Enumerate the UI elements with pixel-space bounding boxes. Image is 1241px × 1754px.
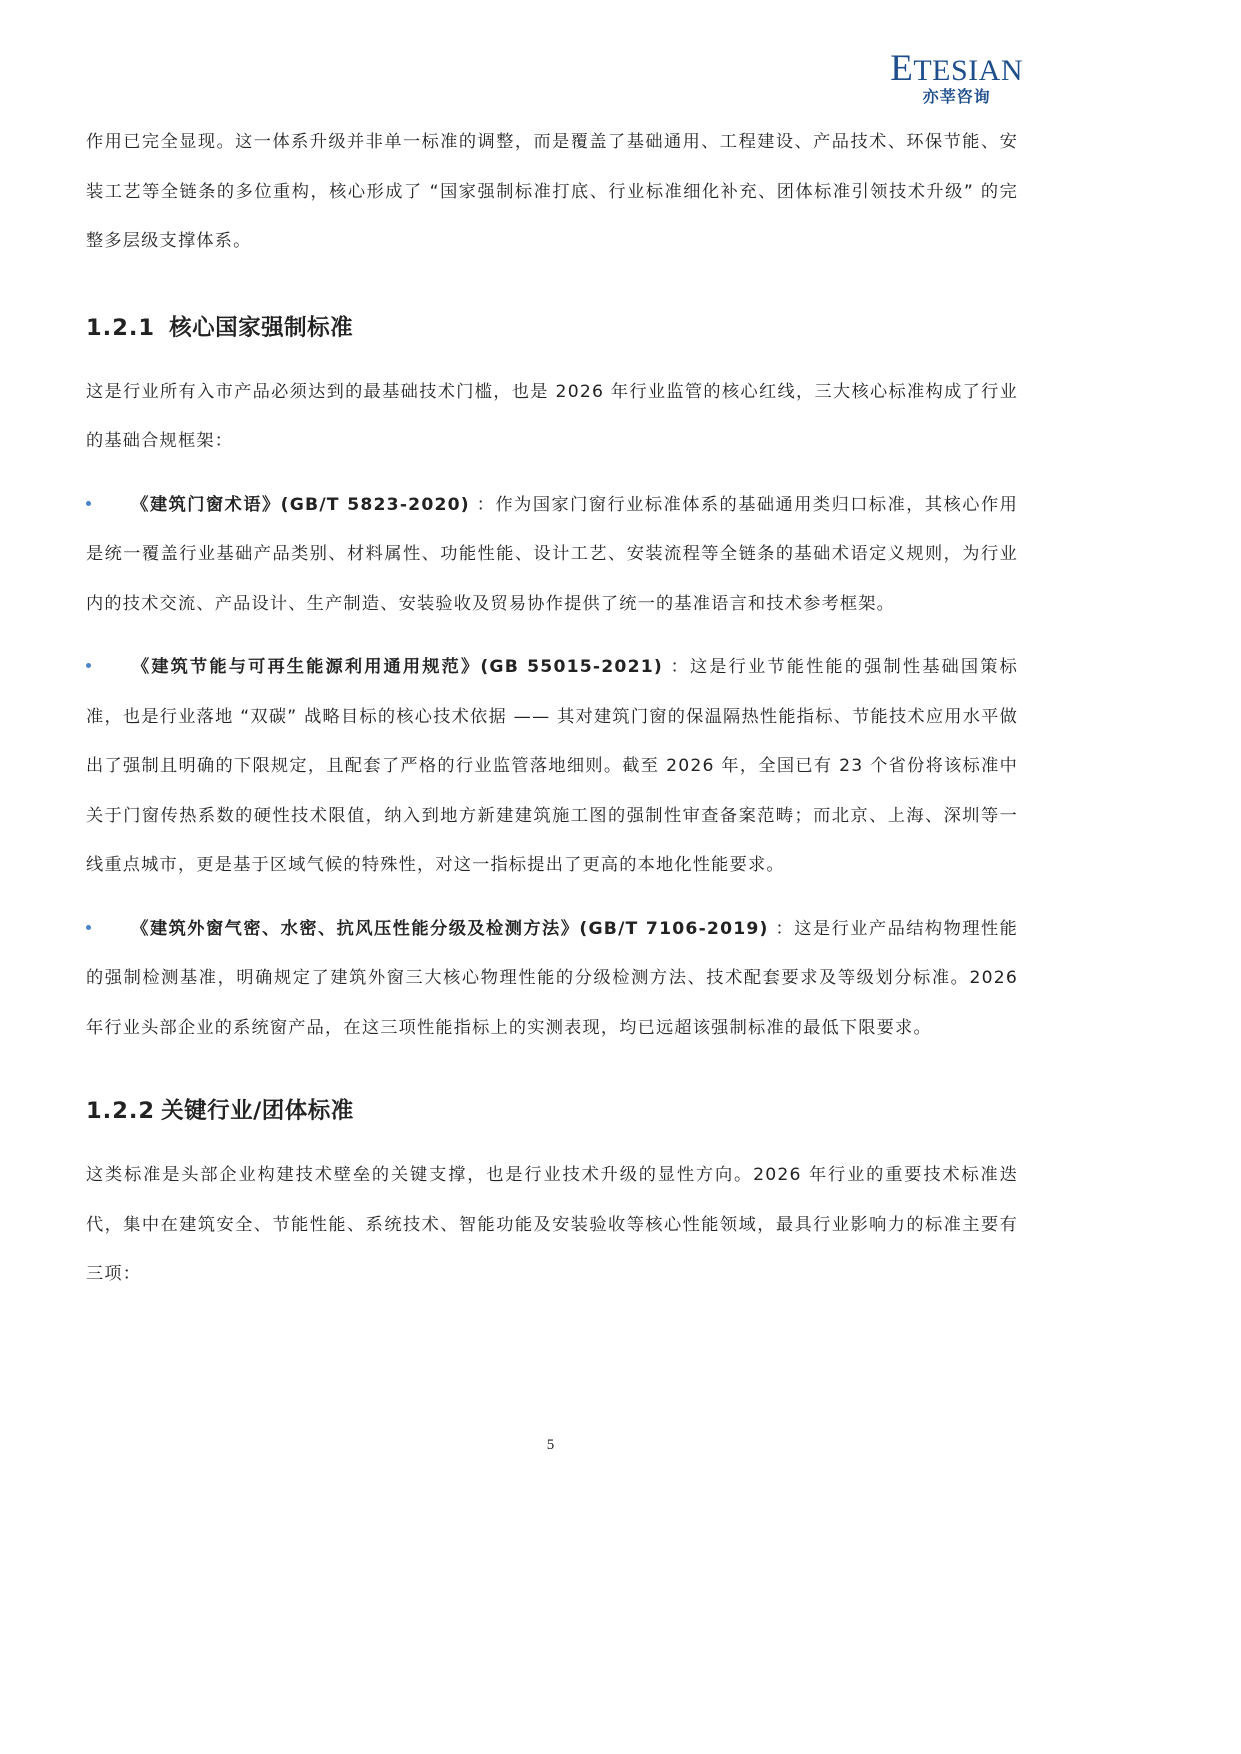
bullet-icon bbox=[86, 925, 91, 930]
etesian-logo bbox=[890, 50, 1023, 105]
standard-list-item bbox=[86, 905, 1018, 1054]
standard-name: 《建筑外窗气密、水密、抗风压性能分级及检测方法》(GB/T 7106-2019) bbox=[131, 918, 769, 939]
standard-list-item bbox=[86, 643, 1018, 891]
section-title: 关键行业/团体标准 bbox=[161, 1098, 354, 1124]
bullet-icon bbox=[86, 501, 91, 506]
section-122-intro: 这类标准是头部企业构建技术壁垒的关键支撑，也是行业技术升级的显性方向。2026 年行业的重要技术标准迭代，集中在建筑安全、节能性能、系统技术、智能功能及安装验收等核心性能领域，最具行业影响力的标准主要有三项： bbox=[86, 1165, 1018, 1284]
standard-list-item bbox=[86, 481, 1018, 630]
standard-description: ：这是行业节能性能的强制性基础国策标准，也是行业落地 “双碳” 战略目标的核心技术依据 —— 其对建筑门窗的保温隔热性能指标、节能技术应用水平做出了强制且明确的下限规定，且配套了严格的行业监管落地细则。截至 2026 年，全国已有 23 个省份将该标准中关于门窗传热系数的硬性技术限值，纳入到地方新建建筑施工图的强制性审查备案范畴；而北京、上海、深圳等一线重点城市，更是基于区域气候的特殊性，对这一指标提出了更高的本地化性能要求。 bbox=[86, 657, 1018, 875]
section-number: 1.2.1 bbox=[86, 314, 156, 341]
section-number: 1.2.2 bbox=[86, 1098, 156, 1124]
main-content bbox=[86, 118, 1018, 1300]
standard-description: ：作为国家门窗行业标准体系的基础通用类归口标准，其核心作用是统一覆盖行业基础产品类别、材料属性、功能性能、设计工艺、安装流程等全链条的基础术语定义规则，为行业内的技术交流、产品设计、生产制造、安装验收及贸易协作提供了统一的基准语言和技术参考框架。 bbox=[86, 494, 1019, 614]
standard-paragraph bbox=[86, 643, 1018, 891]
bullet-icon bbox=[86, 663, 91, 668]
standard-description: ：这是行业产品结构物理性能的强制检测基准，明确规定了建筑外窗三大核心物理性能的分级检测方法、技术配套要求及等级划分标准。2026 年行业头部企业的系统窗产品，在这三项性能指标上的实测表现，均已远超该强制标准的最低下限要求。 bbox=[86, 918, 1019, 1038]
section-121-intro: 这是行业所有入市产品必须达到的最基础技术门槛，也是 2026 年行业监管的核心红线，三大核心标准构成了行业的基础合规框架： bbox=[86, 381, 1018, 451]
section-heading-122 bbox=[86, 1091, 1018, 1131]
intro-paragraph: 作用已完全显现。这一体系升级并非单一标准的调整，而是覆盖了基础通用、工程建设、产品技术、环保节能、安装工艺等全链条的多位重构，核心形成了 “国家强制标准打底、行业标准细化补充、团体标准引领技术升级” 的完整多层级支撑体系。 bbox=[86, 132, 1018, 251]
standard-paragraph bbox=[86, 905, 1018, 1054]
page-number: 5 bbox=[546, 1437, 555, 1453]
logo-english-text: ETESIAN bbox=[890, 48, 1023, 89]
logo-chinese-text: 亦莘咨询 bbox=[922, 87, 991, 106]
standard-paragraph bbox=[86, 481, 1018, 630]
standard-name: 《建筑节能与可再生能源利用通用规范》(GB 55015-2021) bbox=[131, 657, 663, 677]
section-title: 核心国家强制标准 bbox=[169, 314, 354, 341]
section-heading-121 bbox=[86, 308, 1018, 348]
standard-name: 《建筑门窗术语》(GB/T 5823-2020) bbox=[131, 494, 470, 515]
